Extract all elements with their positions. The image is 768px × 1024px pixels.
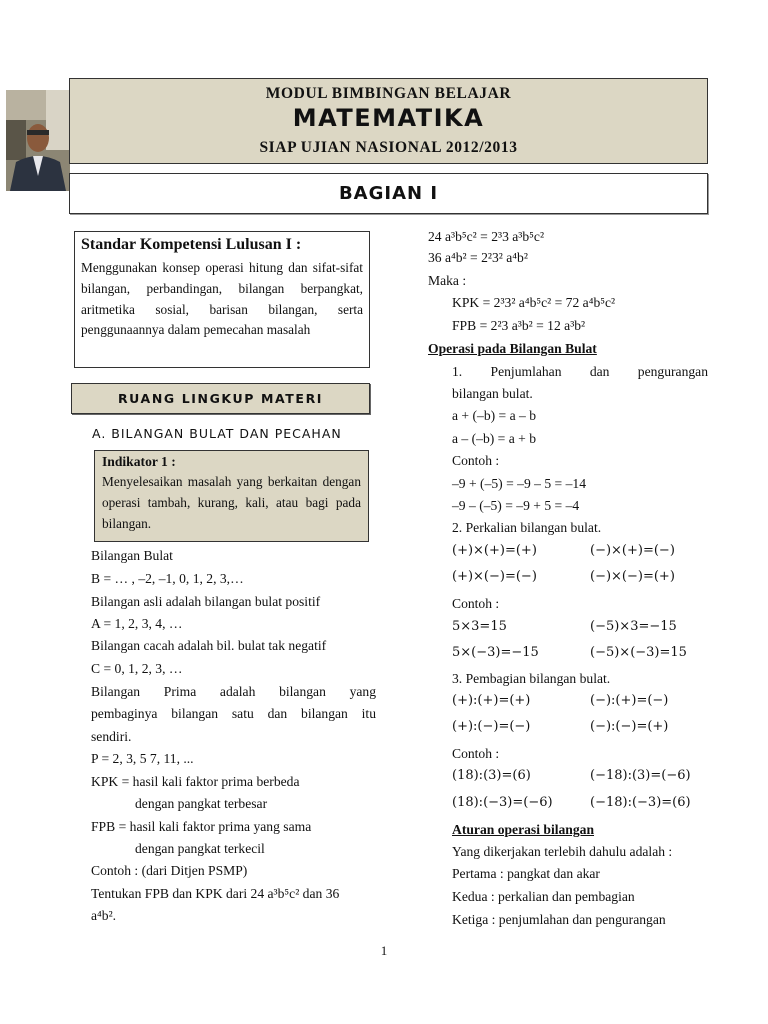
left-line: dengan pangkat terkecil xyxy=(135,841,265,856)
indikator-title: Indikator 1 : xyxy=(102,454,176,469)
right-line: Contoh : xyxy=(452,596,500,611)
math-example: (−18):(3)=(−6) xyxy=(590,768,691,783)
author-photo xyxy=(6,90,70,191)
math-example: 5×3=15 xyxy=(452,619,507,634)
left-line: B = … , –2, –1, 0, 1, 2, 3,… xyxy=(91,571,244,586)
left-line: Bilangan Prima adalah bilangan yang xyxy=(91,684,376,699)
skl-title: Standar Kompetensi Lulusan I : xyxy=(81,236,302,253)
header-subtitle-top: MODUL BIMBINGAN BELAJAR xyxy=(265,85,512,102)
left-line: A = 1, 2, 3, 4, … xyxy=(91,616,183,631)
left-line: Bilangan asli adalah bilangan bulat positif xyxy=(91,594,321,609)
skl-text: Menggunakan konsep operasi hitung dan sifat-sifat bilangan, perbandingan, bilangan berpangkat, aritmetika sosial, barisan bilangan, serta penggunaannya dalam pemecahan masalah xyxy=(81,260,363,338)
right-line: Ketiga : penjumlahan dan pengurangan xyxy=(452,912,666,927)
right-line: 3. Pembagian bilangan bulat. xyxy=(452,671,611,686)
right-line: bilangan bulat. xyxy=(452,386,533,401)
left-line: Contoh : (dari Ditjen PSMP) xyxy=(91,863,248,878)
left-line: pembaginya bilangan satu dan bilangan itu xyxy=(91,706,376,721)
left-line: KPK = hasil kali faktor prima berbeda xyxy=(91,774,300,789)
right-line: Maka : xyxy=(428,273,467,288)
left-line: Bilangan cacah adalah bil. bulat tak negatif xyxy=(91,638,327,653)
left-line: sendiri. xyxy=(91,729,132,744)
math-example: (−18):(−3)=(6) xyxy=(590,795,691,810)
heading-aturan: Aturan operasi bilangan xyxy=(452,822,595,837)
right-line: a – (–b) = a + b xyxy=(452,431,537,446)
right-line: KPK = 2³3² a⁴b⁵c² = 72 a⁴b⁵c² xyxy=(452,295,616,310)
section-title: BAGIAN I xyxy=(69,173,708,214)
indikator-text: Menyelesaikan masalah yang berkaitan dengan operasi tambah, kurang, kali, atau bagi pada bilangan. xyxy=(102,474,361,531)
indikator-box xyxy=(94,450,369,542)
right-line: Kedua : perkalian dan pembagian xyxy=(452,889,635,904)
header-subtitle-bottom: SIAP UJIAN NASIONAL 2012/2013 xyxy=(259,139,518,156)
math-example: (−5)×3=−15 xyxy=(590,619,677,634)
math-rule: (+):(+)=(+) xyxy=(452,693,531,708)
left-line: FPB = hasil kali faktor prima yang sama xyxy=(91,819,312,834)
math-rule: (−):(−)=(+) xyxy=(590,719,669,734)
right-line: 1. Penjumlahan dan pengurangan xyxy=(452,364,708,379)
right-line: a + (–b) = a – b xyxy=(452,408,537,423)
math-example: (−5)×(−3)=15 xyxy=(590,645,687,660)
left-line: Tentukan FPB dan KPK dari 24 a³b⁵c² dan 36 xyxy=(91,886,340,901)
module-header xyxy=(69,78,708,164)
header-title: MATEMATIKA xyxy=(292,104,485,132)
right-line: FPB = 2²3 a³b² = 12 a³b² xyxy=(452,318,586,333)
math-rule: (−):(+)=(−) xyxy=(590,693,669,708)
left-line: C = 0, 1, 2, 3, … xyxy=(91,661,183,676)
math-rule: (−)×(+)=(−) xyxy=(590,543,675,558)
math-example: (18):(−3)=(−6) xyxy=(452,795,553,810)
ruang-lingkup-heading: RUANG LINGKUP MATERI xyxy=(71,383,370,414)
right-line: 2. Perkalian bilangan bulat. xyxy=(452,520,602,535)
left-line: Bilangan Bulat xyxy=(91,548,173,563)
math-rule: (+):(−)=(−) xyxy=(452,719,531,734)
right-line: Pertama : pangkat dan akar xyxy=(452,866,600,881)
subsection-heading: A. BILANGAN BULAT DAN PECAHAN xyxy=(92,426,342,441)
right-line: Yang dikerjakan terlebih dahulu adalah : xyxy=(452,844,673,859)
left-line: dengan pangkat terbesar xyxy=(135,796,268,811)
heading-operasi: Operasi pada Bilangan Bulat xyxy=(428,341,597,356)
right-line: Contoh : xyxy=(452,453,500,468)
skl-box xyxy=(74,231,370,368)
right-line: 36 a⁴b² = 2²3² a⁴b² xyxy=(428,250,528,265)
left-line: a⁴b². xyxy=(91,908,117,923)
right-line: –9 + (–5) = –9 – 5 = –14 xyxy=(452,476,587,491)
math-rule: (+)×(+)=(+) xyxy=(452,543,537,558)
page-number: 1 xyxy=(380,943,388,958)
right-line: Contoh : xyxy=(452,746,500,761)
right-line: –9 – (–5) = –9 + 5 = –4 xyxy=(452,498,580,513)
math-example: 5×(−3)=−15 xyxy=(452,645,539,660)
math-example: (18):(3)=(6) xyxy=(452,768,531,783)
math-rule: (−)×(−)=(+) xyxy=(590,569,675,584)
math-rule: (+)×(−)=(−) xyxy=(452,569,537,584)
left-line: P = 2, 3, 5 7, 11, ... xyxy=(91,751,194,766)
right-line: 24 a³b⁵c² = 2³3 a³b⁵c² xyxy=(428,229,545,244)
